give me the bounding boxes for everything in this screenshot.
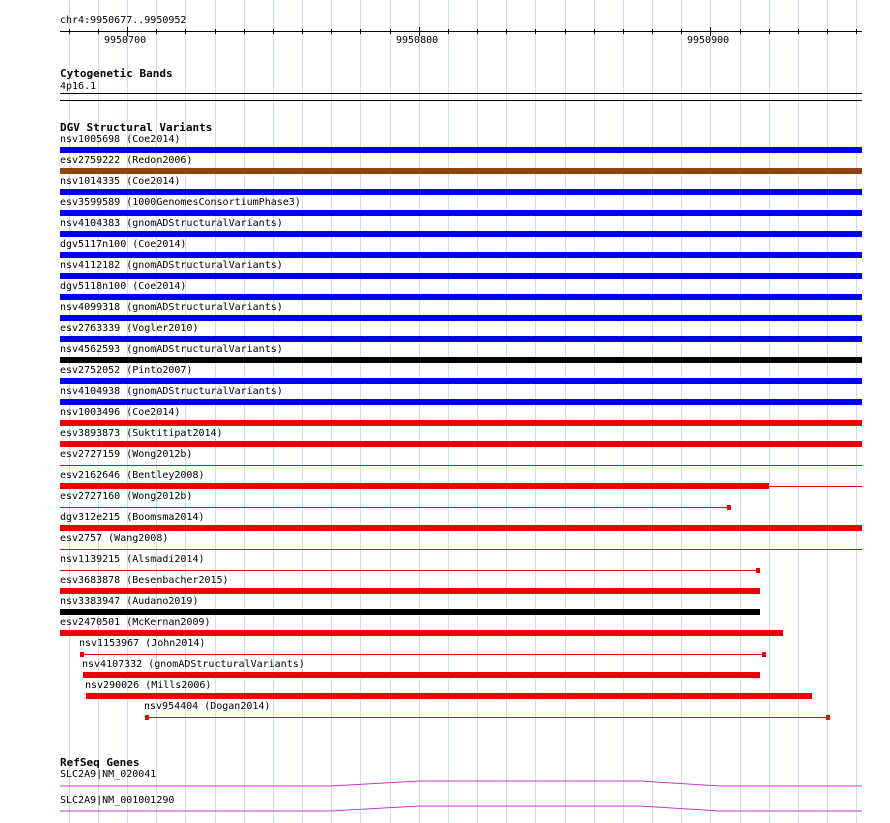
variant-label[interactable]: nsv4562593 (gnomADStructuralVariants) xyxy=(60,344,283,355)
variant-label[interactable]: nsv4104938 (gnomADStructuralVariants) xyxy=(60,386,283,397)
variant-label[interactable]: nsv1153967 (John2014) xyxy=(79,638,206,649)
variant-label[interactable]: esv2757 (Wang2008) xyxy=(60,533,169,544)
variant-label[interactable]: nsv3383947 (Audano2019) xyxy=(60,596,199,607)
region-label: chr4:9950677..9950952 xyxy=(60,15,187,26)
ruler-tick-label: 9950800 xyxy=(396,35,439,46)
variant-label[interactable]: esv2727159 (Wong2012b) xyxy=(60,449,193,460)
variant-label[interactable]: dgv5118n100 (Coe2014) xyxy=(60,281,187,292)
variant-label[interactable]: esv3599589 (1000GenomesConsortiumPhase3) xyxy=(60,197,301,208)
gene-model-line[interactable] xyxy=(60,806,862,811)
cytoband-track-title: Cytogenetic Bands xyxy=(60,67,173,80)
variant-label[interactable]: esv2763339 (Vogler2010) xyxy=(60,323,199,334)
variant-label[interactable]: nsv954404 (Dogan2014) xyxy=(144,701,271,712)
variant-label[interactable]: esv2162646 (Bentley2008) xyxy=(60,470,205,481)
variant-label[interactable]: esv2470501 (McKernan2009) xyxy=(60,617,211,628)
variant-label[interactable]: nsv1003496 (Coe2014) xyxy=(60,407,181,418)
variant-label[interactable]: nsv290026 (Mills2006) xyxy=(85,680,212,691)
variant-label[interactable]: nsv1014335 (Coe2014) xyxy=(60,176,181,187)
variant-label[interactable]: nsv4112182 (gnomADStructuralVariants) xyxy=(60,260,283,271)
variant-label[interactable]: nsv4107332 (gnomADStructuralVariants) xyxy=(82,659,305,670)
dgv-track-title: DGV Structural Variants xyxy=(60,121,213,134)
variant-label[interactable]: nsv1139215 (Alsmadi2014) xyxy=(60,554,205,565)
variant-label[interactable]: nsv4104383 (gnomADStructuralVariants) xyxy=(60,218,283,229)
variant-label[interactable]: nsv4099318 (gnomADStructuralVariants) xyxy=(60,302,283,313)
cytoband-label[interactable]: 4p16.1 xyxy=(60,81,97,92)
refseq-gene-label[interactable]: SLC2A9|NM_020041 xyxy=(60,769,157,780)
variant-label[interactable]: dgv312e215 (Boomsma2014) xyxy=(60,512,205,523)
variant-label[interactable]: esv3683878 (Besenbacher2015) xyxy=(60,575,229,586)
gene-model-line[interactable] xyxy=(60,781,862,786)
variant-label[interactable]: esv3893873 (Suktitipat2014) xyxy=(60,428,223,439)
variant-label[interactable]: esv2727160 (Wong2012b) xyxy=(60,491,193,502)
refseq-gene-label[interactable]: SLC2A9|NM_001001290 xyxy=(60,795,175,806)
variant-label[interactable]: dgv5117n100 (Coe2014) xyxy=(60,239,187,250)
ruler-tick-label: 9950900 xyxy=(687,35,730,46)
refseq-track-title: RefSeq Genes xyxy=(60,756,140,769)
ruler-tick-label: 9950700 xyxy=(104,35,147,46)
variant-label[interactable]: esv2752052 (Pinto2007) xyxy=(60,365,193,376)
variant-label[interactable]: esv2759222 (Redon2006) xyxy=(60,155,193,166)
variant-label[interactable]: nsv1005698 (Coe2014) xyxy=(60,134,181,145)
